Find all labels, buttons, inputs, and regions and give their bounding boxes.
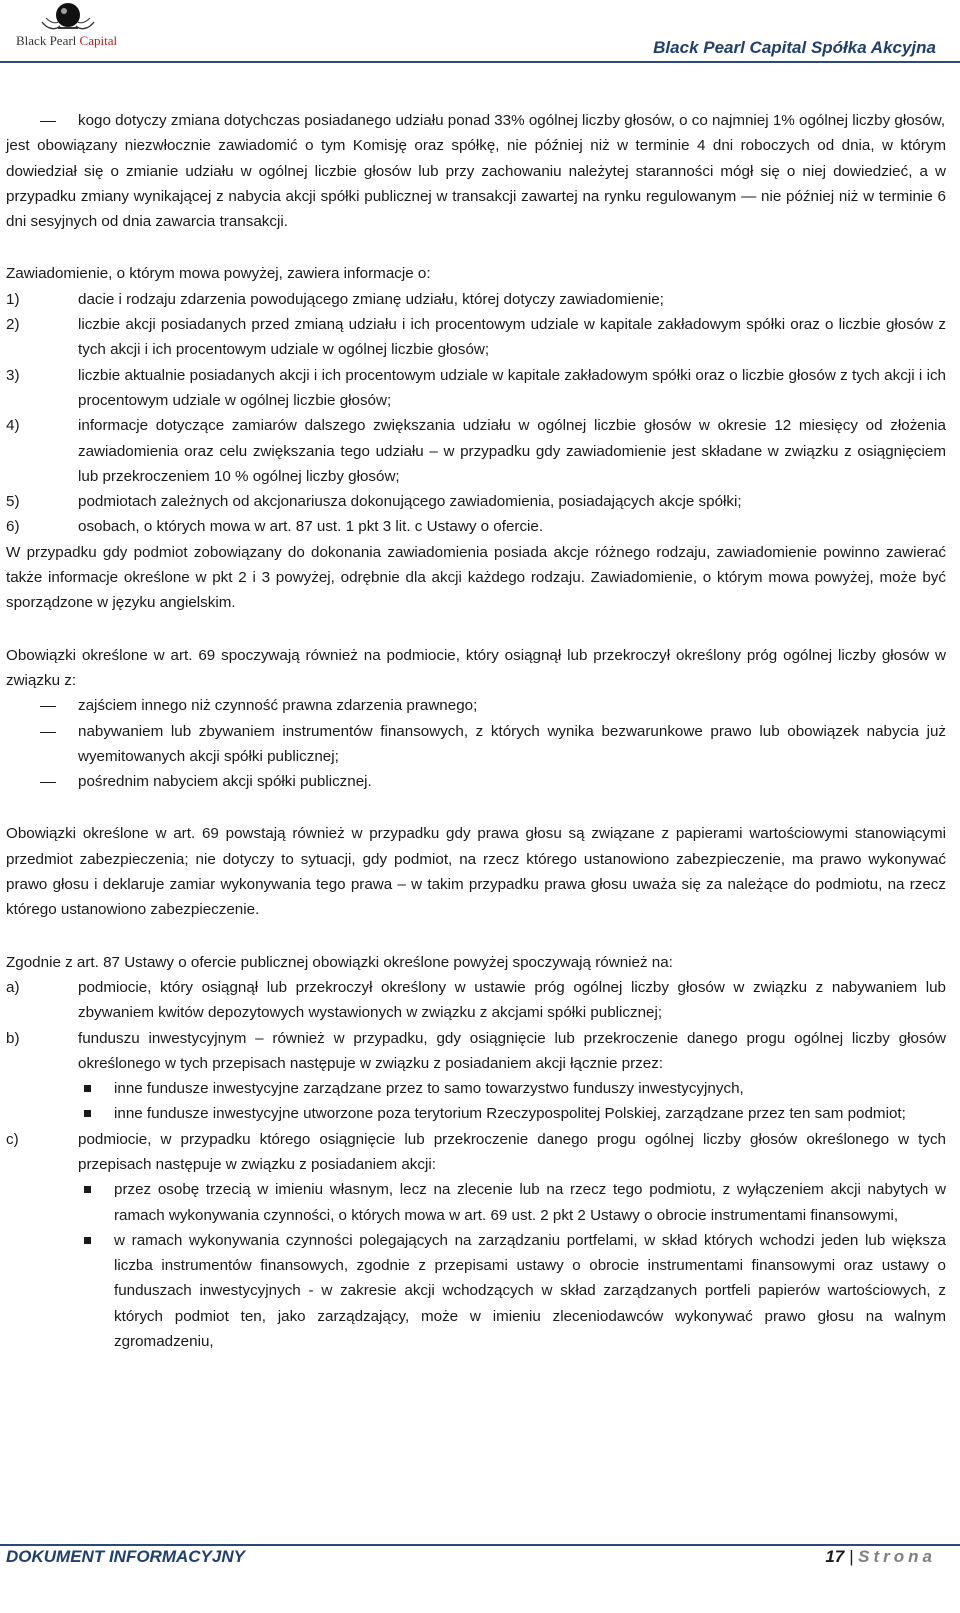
lettered-item: a) podmiocie, który osiągnął lub przekroczył określony w ustawie próg ogólnej liczby głosów w związku z nabywaniem lub zbywaniem kwitów depozytowych wystawionych w związku z akcjami spółki publicznej;: [6, 978, 946, 1022]
footer-divider: [0, 1544, 960, 1546]
header-divider: [0, 61, 960, 63]
lettered-item: c) podmiocie, w przypadku którego osiągnięcie lub przekroczenie danego progu ogólnej liczby głosów określonego w tych przepisach następuje w związku z posiadaniem akcji:: [6, 1130, 946, 1173]
numbered-item: 6) osobach, o których mowa w art. 87 ust. 1 pkt 3 lit. c Ustawy o ofercie.: [6, 518, 544, 536]
dash-list-item: [6, 108, 946, 133]
numbered-item: 3) liczbie aktualnie posiadanych akcji i ich procentowym udziale w kapitale zakładowym spółki oraz o liczbie głosów z tych akcji i ich procentowym udziale w ogólnej liczbie głosów;: [6, 366, 946, 409]
page-number: 17: [825, 1547, 845, 1566]
document-title: DOKUMENT INFORMACYJNY: [6, 1547, 245, 1566]
lettered-item: b) funduszu inwestycyjnym – również w przypadku, gdy osiągnięcie lub przekroczenie danego progu ogólnej liczby głosów określonego w tych przepisach następuje w związku z posiadaniem akcji łącznie przez:: [6, 1029, 946, 1072]
company-logo: [6, 0, 136, 62]
paragraph: Zgodnie z art. 87 Ustawy o ofercie publicznej obowiązki określone powyżej spoczywają również na:: [6, 953, 673, 971]
dash-list-item: pośrednim nabyciem akcji spółki publicznej.: [78, 773, 372, 791]
page-indicator: [825, 1547, 936, 1567]
numbered-item: 5) podmiotach zależnych od akcjonariusza dokonującego zawiadomienia, posiadających akcje spółki;: [6, 493, 742, 511]
numbered-item: 2) liczbie akcji posiadanych przed zmianą udziału i ich procentowym udziale w kapitale zakładowym spółki oraz o liczbie głosów z tych akcji i ich procentowym udziale w ogólnej liczbie głosów;: [6, 316, 946, 359]
dash-list: [6, 693, 946, 794]
square-list-item: inne fundusze inwestycyjne utworzone poza terytorium Rzeczypospolitej Polskiej, zarządzane przez ten sam podmiot;: [114, 1105, 906, 1123]
dash-list-item: zajściem innego niż czynność prawna zdarzenia prawnego;: [78, 697, 478, 715]
square-list-item: inne fundusze inwestycyjne zarządzane przez to samo towarzystwo funduszy inwestycyjnych,: [114, 1080, 744, 1098]
document-body: [6, 108, 946, 1354]
logo-text: Black Pearl Capital: [16, 33, 118, 48]
paragraph: Obowiązki określone w art. 69 powstają również w przypadku gdy prawa głosu są związane z papierami wartościowymi stanowiącymi przedmiot zabezpieczenia; nie dotyczy to sytuacji, gdy podmiot, na rzecz którego ustanowiono zabezpieczenie, ma prawo wykonywać prawo głosu i deklaruje zamiar wykonywania tego prawa – w takim przypadku prawa głosu uważa się za należące do podmiotu, na rzecz którego ustanowiono zabezpieczenie.: [6, 825, 946, 919]
numbered-item: 1) dacie i rodzaju zdarzenia powodującego zmianę udziału, której dotyczy zawiadomienie;: [6, 290, 664, 308]
numbered-item: 4) informacje dotyczące zamiarów dalszego zwiększania udziału w ogólnej liczbie głosów w okresie 12 miesięcy od złożenia zawiadomienia oraz celu zwiększania tego udziału – w przypadku gdy zawiadomienie jest składane w związku z osiągnięciem lub przekroczeniem 10 % ogólnej liczby głosów;: [6, 417, 946, 485]
pearl-logo-icon: [6, 0, 136, 34]
lettered-list: [6, 975, 946, 1354]
paragraph: W przypadku gdy podmiot zobowiązany do dokonania zawiadomienia posiada akcje różnego rodzaju, zawiadomienie powinno zawierać także informacje określone w pkt 2 i 3 powyżej, odrębnie dla akcji każdego rodzaju. Zawiadomienie, o którym mowa powyżej, może być sporządzone w języku angielskim.: [6, 543, 946, 612]
paragraph: Obowiązki określone w art. 69 spoczywają również na podmiocie, który osiągnął lub przekroczył określony próg ogólnej liczby głosów w związku z:: [6, 646, 946, 689]
page-header: [0, 0, 960, 88]
numbered-list: [6, 287, 946, 540]
dash-list-item: nabywaniem lub zbywaniem instrumentów finansowych, z których wynika bezwarunkowe prawo lub obowiązek nabycia już wyemitowanych akcji spółki publicznej;: [78, 722, 946, 765]
page-footer: [0, 1544, 960, 1613]
paragraph: Zawiadomienie, o którym mowa powyżej, zawiera informacje o:: [6, 265, 431, 283]
page-separator: |: [849, 1547, 854, 1566]
page-label: Strona: [858, 1547, 936, 1566]
list-item-text: kogo dotyczy zmiana dotychczas posiadanego udziału ponad 33% ogólnej liczby głosów, o co najmniej 1% ogólnej liczby głosów,: [78, 112, 946, 129]
square-list-item: w ramach wykonywania czynności polegających na zarządzaniu portfelami, w skład których wchodzi jeden lub większa liczba instrumentów finansowych, zgodnie z przepisami ustawy o obrocie instrumentami finansowymi oraz ustawy o funduszach inwestycyjnych - w zakresie akcji wchodzących w skład zarządzanych portfeli papierów wartościowych, z których podmiot ten, jako zarządzający, może w imieniu zleceniodawców wykonywać prawo głosu na walnym zgromadzeniu,: [114, 1231, 946, 1351]
company-name: Black Pearl Capital Spółka Akcyjna: [653, 38, 936, 57]
square-list-item: przez osobę trzecią w imieniu własnym, lecz na zlecenie lub na rzecz tego podmiotu, z wyłączeniem akcji nabytych w ramach wykonywania czynności, o których mowa w art. 69 ust. 2 pkt 2 Ustawy o obrocie instrumentami finansowymi,: [114, 1181, 946, 1224]
paragraph: jest obowiązany niezwłocznie zawiadomić o tym Komisję oraz spółkę, nie później niż w terminie 4 dni roboczych od dnia, w którym dowiedział się o zmianie udziału w ogólnej liczbie głosów lub przy zachowaniu należytej staranności mógł się o niej dowiedzieć, a w przypadku zmiany wynikającej z nabycia akcji spółki publicznej w transakcji zawartej na rynku regulowanym — nie później niż w terminie 6 dni sesyjnych od dnia zawarcia transakcji.: [6, 137, 946, 231]
